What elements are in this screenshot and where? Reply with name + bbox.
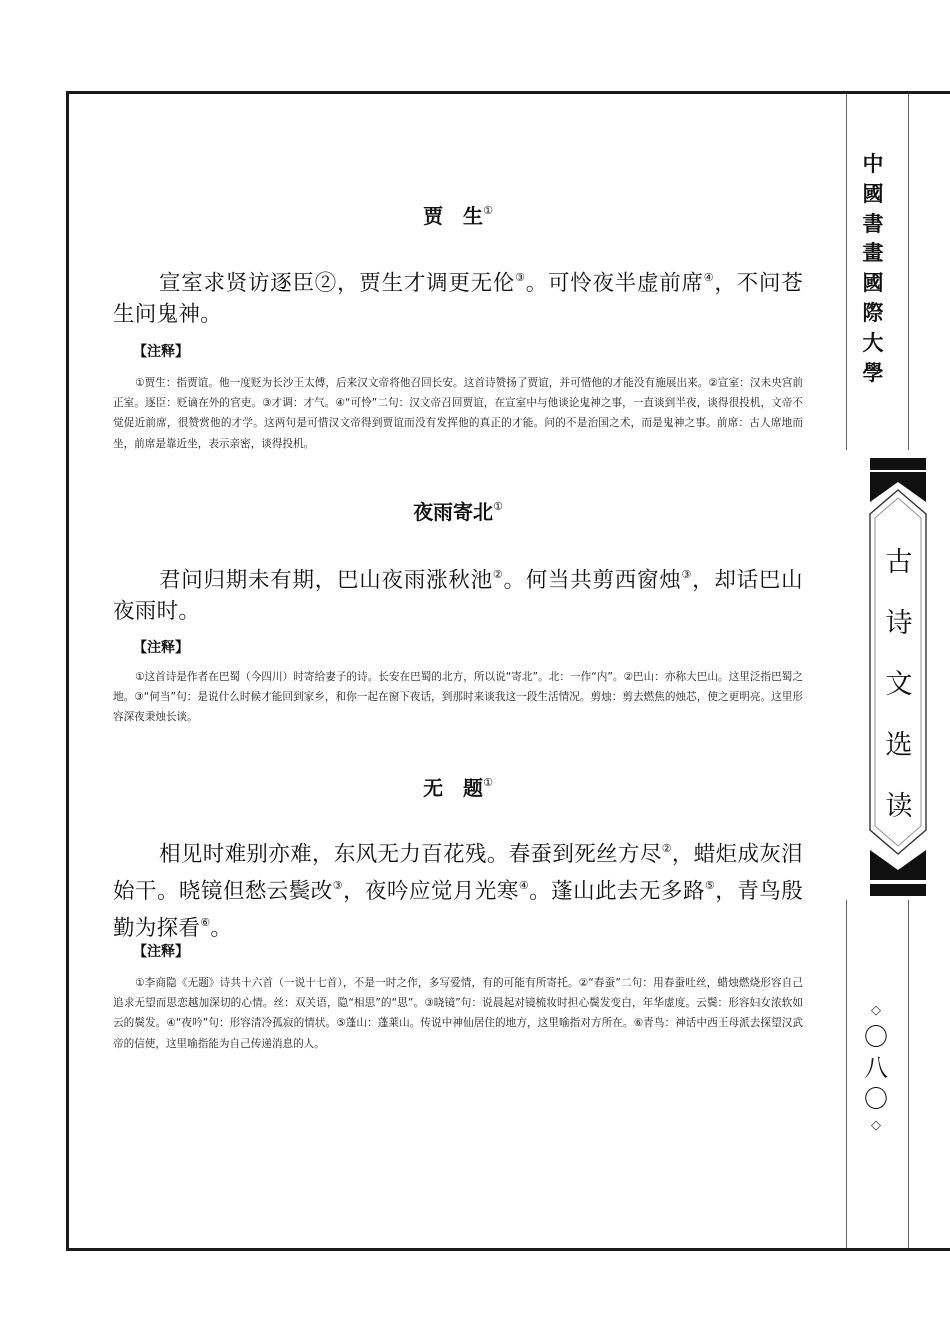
book-title-char: 读: [885, 791, 913, 822]
notes-text: ①这首诗是作者在巴蜀（今四川）时寄给妻子的诗。长安在巴蜀的北方，所以说“寄北”。北：一作“内”。②巴山：亦称大巴山。这里泛指巴蜀之地。③“何当”句：是说什么时候才能回到家乡，和你一起在窗下夜话，到那时来谈我这一段生活情况。剪烛：剪去燃焦的烛芯，使之更明亮。这里形容深夜秉烛长谈。: [113, 671, 803, 724]
frame-left-border: [66, 91, 69, 1251]
footnote-mark: ①: [483, 776, 493, 789]
school-char: 書: [862, 211, 884, 236]
page-digit: 〇: [864, 1023, 888, 1051]
cartouche-bottom-band: [870, 884, 926, 896]
diamond-icon: ◇: [871, 1118, 881, 1133]
poem-title-text: 无 题: [423, 776, 484, 800]
margin-rule-left: [846, 94, 847, 450]
school-char: 大: [862, 330, 884, 355]
poem-title: [113, 200, 803, 229]
school-char: 際: [862, 300, 884, 325]
margin-rule-left: [846, 900, 847, 1248]
poem-text: 君问归期未有期，巴山夜雨涨秋池②。何当共剪西窗烛③，却话巴山夜雨时。: [113, 568, 803, 624]
book-title-char: 诗: [885, 608, 913, 639]
school-char: 國: [862, 181, 884, 206]
school-char: 畫: [862, 241, 884, 266]
footnote-mark: ①: [483, 204, 493, 217]
page-number: [861, 1000, 891, 1137]
page-digit: 〇: [864, 1085, 888, 1113]
poem-title-text: 夜雨寄北: [413, 500, 494, 524]
notes-text: ①李商隐《无题》诗共十六首（一说十七首），不是一时之作，多写爱情，有的可能有所寄托。②“春蚕”二句：用春蚕吐丝，蜡烛燃烧形容自己追求无望而思恋越加深切的心情。丝：双关语，隐“相思”的“思”。③晓镜”句：说晨起对镜梳妆时担心鬓发变白，年华虚度。云鬓：形容妇女浓软如云的鬓发。④“夜吟”句：形容清冷孤寂的情状。⑤蓬山：蓬莱山。传说中神仙居住的地方，这里喻指对方所在。⑥青鸟：神话中西王母派去探望汉武帝的信使，这里喻指能为自己传递消息的人。: [113, 977, 803, 1050]
poem-title-text: 贾 生: [423, 204, 484, 228]
poem-text: 宣室求贤访逐臣②，贾生才调更无伦③。可怜夜半虚前席④，不问苍生问鬼神。: [113, 271, 803, 327]
notes-text: ①贾生：指贾谊。他一度贬为长沙王太傅，后来汉文帝将他召回长安。这首诗赞扬了贾谊，并可惜他的才能没有施展出来。②宣室：汉未央宫前正室。逐臣：贬谪在外的官吏。③才调：才气。④“可怜”二句：汉文帝召回贾谊，在宣室中与他谈论鬼神之事，一直谈到半夜，谈得很投机，文帝不觉促近前席，很赞赏他的才学。这两句是可惜汉文帝得到贾谊而没有发挥他的真正的才能。问的不是治国之术，而是鬼神之事。前席：古人席地而坐，前席是靠近坐，表示亲密，谈得投机。: [113, 377, 803, 450]
poem-title: [113, 496, 803, 525]
school-char: 學: [862, 360, 884, 385]
book-title-vertical: [879, 532, 919, 837]
school-char: 中: [862, 152, 884, 176]
cartouche-top-band: [870, 458, 926, 470]
page-digit: 八: [864, 1054, 888, 1082]
notes-heading: 【注释】: [133, 640, 189, 656]
frame-bottom-border: [66, 1248, 950, 1251]
cartouche-bottom-wedge: [870, 844, 926, 880]
diamond-icon: ◇: [871, 1003, 881, 1018]
margin-rule-right: [908, 900, 909, 1248]
poem-text: 相见时难别亦难，东风无力百花残。春蚕到死丝方尽②，蜡炬成灰泪始干。晓镜但愁云鬓改③，夜吟应觉月光寒④。蓬山此去无多路⑤，青鸟殷勤为探看⑥。: [113, 842, 803, 941]
notes-heading: 【注释】: [133, 344, 189, 360]
poem-title: [113, 772, 803, 801]
footnote-mark: ①: [493, 500, 503, 513]
book-title-char: 古: [885, 547, 913, 578]
book-title-char: 文: [885, 669, 913, 700]
book-title-char: 选: [885, 730, 913, 761]
school-char: 國: [862, 271, 884, 296]
margin-rule-right: [908, 94, 909, 450]
school-name-vertical: [858, 150, 888, 388]
frame-top-border: [66, 91, 950, 94]
notes-heading: 【注释】: [133, 944, 189, 960]
